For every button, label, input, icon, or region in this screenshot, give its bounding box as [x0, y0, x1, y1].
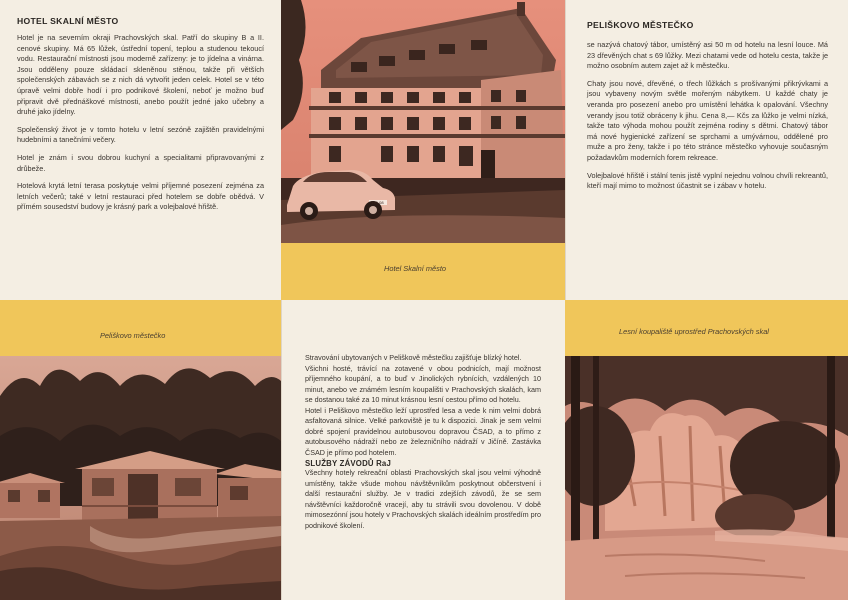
- left-caption-band: [0, 300, 281, 356]
- car-plate: HR-08: [372, 200, 384, 205]
- services-heading: SLUŽBY ZÁVODŮ RaJ: [305, 459, 392, 468]
- right-caption-band: [565, 300, 848, 356]
- paragraph: Chaty jsou nové, dřevěné, o třech lůžkách s prošívanými přikrývkami a jsou vybaveny novým světle mořeným nábytkem. U každé chaty je veranda pro posezení anebo pro umístění lehátka k opalování. Všechny verandy jsou totiž obráceny k jihu. Cena 8,— Kčs za lůžko je velmi nízká, takže tato výhoda mohou použít zejména rodiny s dětmi. Chatový tábor má nové hygienické zařízení se sprchami a umývárnou, oddělené pro muže a pro ženy, takže i po této stránce městečko vyhovuje současným požadavkům moderních forem rekreace.: [587, 78, 828, 162]
- hotel-description: [17, 33, 264, 213]
- cabins-caption: Peliškovo městečko: [100, 331, 166, 340]
- middle-text-panel: [281, 300, 565, 600]
- paragraph: Hotelová krytá letní terasa poskytuje velmi příjemné posezení zejména za letních večerů; také v letní restauraci před hotelem se dobře obědvá. V přímém sousedství budovy je krásný park a volejbalové hřiště.: [17, 181, 264, 212]
- paragraph: Všechny hotely rekreační oblasti Prachovských skal jsou velmi výhodně umístěny, takže všude mohou návštěvníkům poskytnout občerstvení i další restaurační služby. Je v tradici zdejších závodů, že se sem návštěvníci každoročně vracejí, aby tu strávili svou dovolenou. V době mimosezónní jsou hotely v Prachovských skalách ideálním prostředím pro podnikové školení.: [305, 468, 541, 530]
- paragraph: Hotel je na severním okraji Prachovských skal. Patří do skupiny B a II. cenové skupiny. Má 65 lůžek, ústřední topení, teplou a studenou tekoucí vodu. Restaurační místnosti jsou moderně zařízeny: je to jídelna a vinárna. Jsou odděleny pouze skládací skleněnou stěnou, takže při větších společenských zábavách se z nich dá vytvořit jeden celek. Hotel se v této úpravě velmi dobře hodí i pro podnikové školení, neboť je možno buď připravit dvě přednáškové místnosti, anebo použít jedné jako učebny a druhé jako jídelny.: [17, 33, 264, 117]
- right-text-panel: [565, 0, 848, 300]
- hotel-photo-caption: Hotel Skalní město: [384, 264, 447, 273]
- paragraph: Hotel i Peliškovo městečko leží uprostřed lesa a vede k nim velmi dobrá asfaltovaná silnice. Velké parkoviště je tu k dispozici. Jinak je sem velmi dobré spojení pravidelnou autobusovou dopravou ČSAD, a to přímo z autobusového nádraží nebo ze železničního nádraží v Jičíně. Zastávka ČSAD je přímo pod hotelem.: [305, 405, 541, 457]
- pool-caption: Lesní koupaliště uprostřed Prachovských skal: [619, 327, 769, 336]
- cabins-description: [587, 40, 828, 192]
- paragraph: se nazývá chatový tábor, umístěný asi 50 m od hotelu na lesní louce. Má 23 dřevěných chat s 69 lůžky. Mezi chatami vede od hotelu cesta, takže je možno osobním autem zajet až k městečku.: [587, 40, 828, 71]
- left-text-panel: [0, 0, 281, 300]
- paragraph: Hotel je znám i svou dobrou kuchyní a specialitami připravovanými z drůbeže.: [17, 152, 264, 173]
- paragraph: Stravování ubytovaných v Peliškově městečku zajišťuje blízký hotel.: [305, 353, 522, 362]
- paragraph: Všichni hosté, trávící na zotavené v obou podnicích, mají možnost příjemného koupání, a to buď v Jinolických rybnících, vzdálených 10 minut, anebo ve známém lesním koupališti v Prachovských skalách, kam se dostanou také za 10 minut krásnou lesní cestou přímo od hotelu.: [305, 363, 541, 404]
- cabins-heading: PELIŠKOVO MĚSTEČKO: [587, 20, 694, 30]
- hotel-heading: HOTEL SKALNÍ MĚSTO: [17, 16, 119, 26]
- stay-info: [305, 353, 541, 531]
- paragraph: Volejbalové hřiště i stální tenis jistě vyplní nejednu volnou chvíli rekreantů, kteří mají mimo to možnost účastnit se i zábav v hotelu.: [587, 170, 828, 191]
- hotel-photo: [281, 0, 565, 243]
- cabins-photo: [0, 356, 281, 600]
- forest-pool-photo: [565, 356, 848, 600]
- paragraph: Společenský život je v tomto hotelu v letní sezóně zajištěn pravidelnými hudebními a tanečními večery.: [17, 124, 264, 145]
- middle-caption-band: [281, 243, 565, 300]
